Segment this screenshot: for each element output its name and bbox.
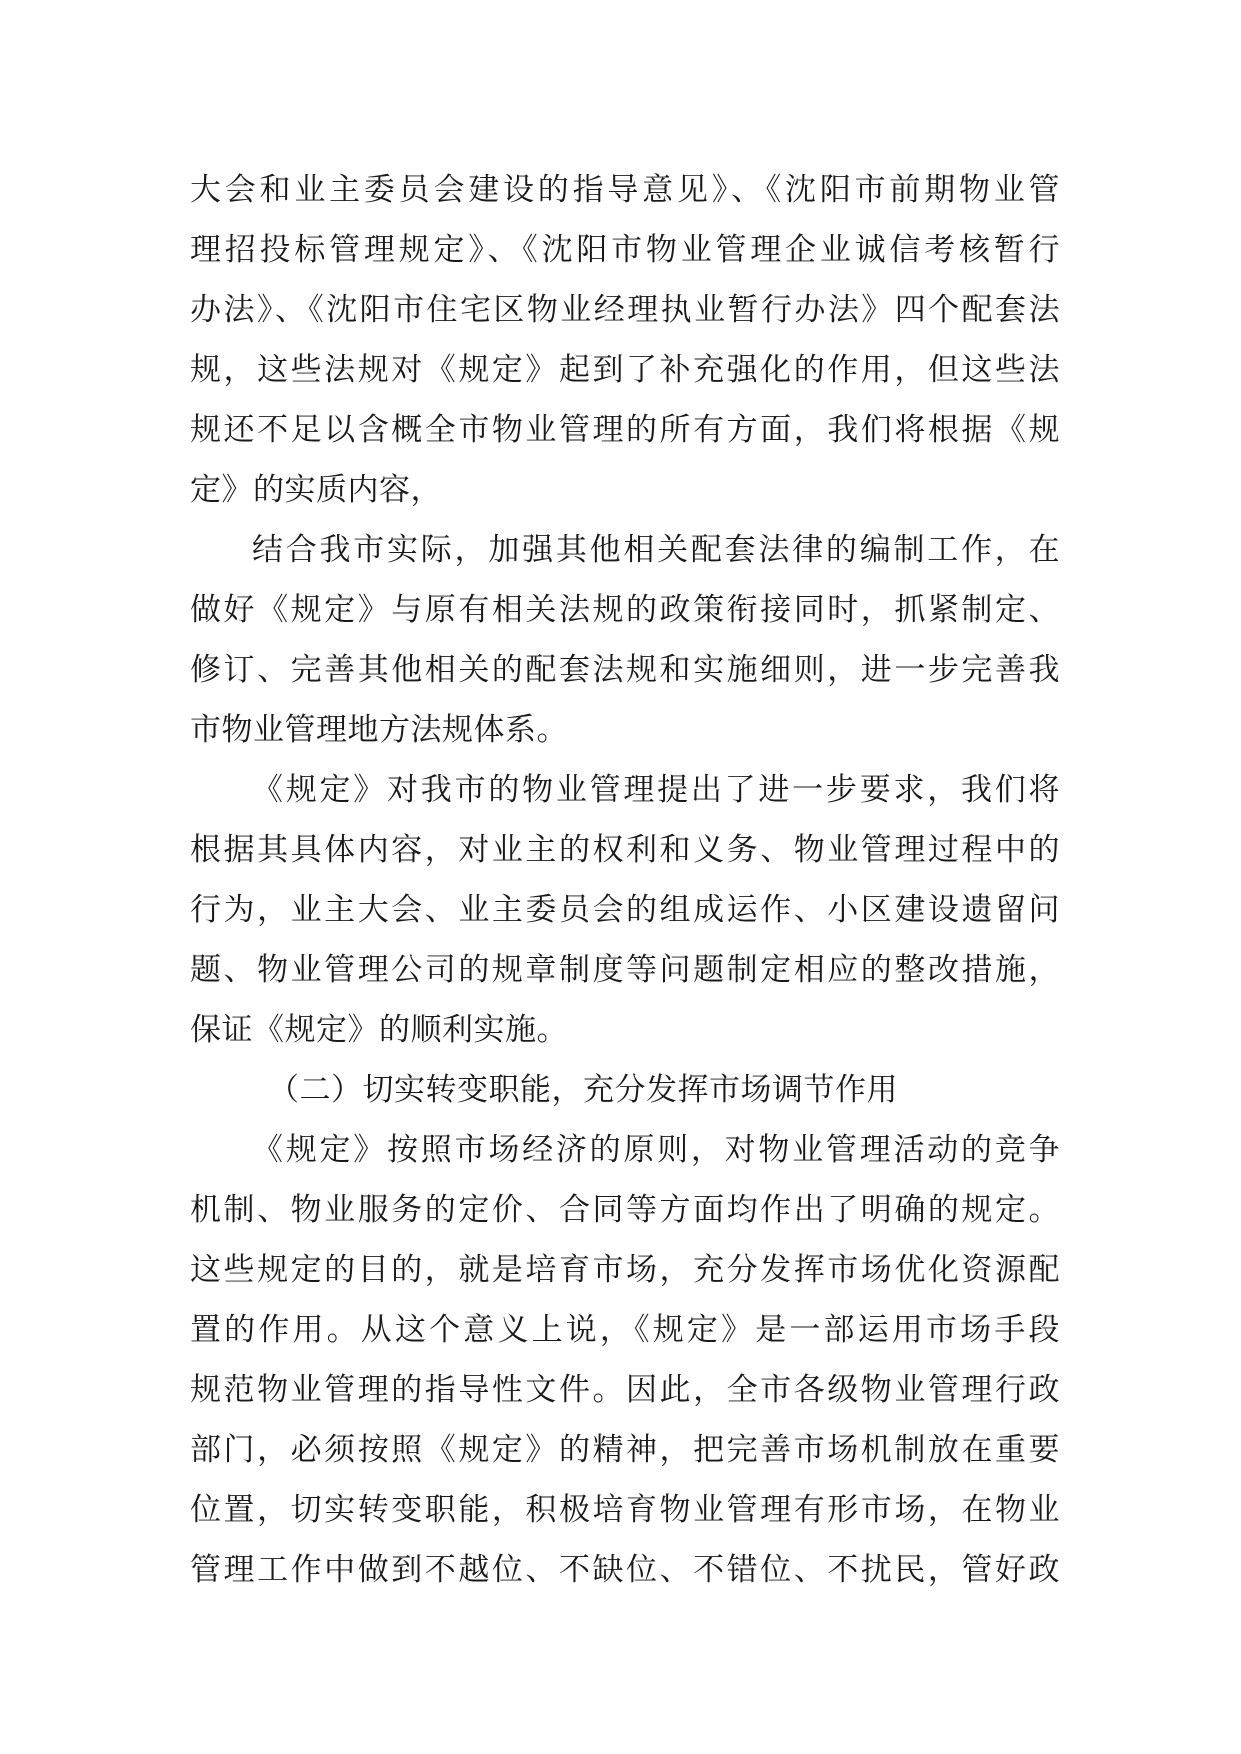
text-line: 规，这些法规对《规定》起到了补充强化的作用，但这些法 (190, 352, 1060, 388)
text-line: 规范物业管理的指导性文件。因此，全市各级物业管理行政 (190, 1372, 1060, 1408)
text-line: 题、物业管理公司的规章制度等问题制定相应的整改措施， (190, 952, 1060, 988)
paragraph (190, 520, 1060, 760)
section-heading (190, 1060, 1060, 1120)
text-line: 规还不足以含概全市物业管理的所有方面，我们将根据《规 (190, 412, 1060, 448)
text-line: 管理工作中做到不越位、不缺位、不错位、不扰民，管好政 (190, 1552, 1060, 1588)
text-line: 根据其具体内容，对业主的权利和义务、物业管理过程中的 (190, 832, 1060, 868)
heading-line: （二）切实转变职能，充分发挥市场调节作用 (268, 1072, 898, 1108)
text-line: 做好《规定》与原有相关法规的政策衔接同时，抓紧制定、 (190, 592, 1060, 628)
document-body (190, 160, 1060, 1600)
text-line: 部门，必须按照《规定》的精神，把完善市场机制放在重要 (190, 1432, 1060, 1468)
text-line: 修订、完善其他相关的配套法规和实施细则，进一步完善我 (190, 652, 1060, 688)
paragraph (190, 1120, 1060, 1600)
text-line: 置的作用。从这个意义上说，《规定》是一部运用市场手段 (190, 1312, 1060, 1348)
text-line: 定》的实质内容， (190, 472, 442, 508)
text-line: 《规定》对我市的物业管理提出了进一步要求，我们将 (252, 772, 1060, 808)
text-line: 机制、物业服务的定价、合同等方面均作出了明确的规定。 (190, 1192, 1060, 1228)
text-line: 位置，切实转变职能，积极培育物业管理有形市场，在物业 (190, 1492, 1060, 1528)
text-line: 这些规定的目的，就是培育市场，充分发挥市场优化资源配 (190, 1252, 1060, 1288)
paragraph (190, 160, 1060, 520)
text-line: 大会和业主委员会建设的指导意见》、《沈阳市前期物业管 (190, 172, 1060, 208)
text-line: 《规定》按照市场经济的原则，对物业管理活动的竞争 (252, 1132, 1060, 1168)
text-line: 办法》、《沈阳市住宅区物业经理执业暂行办法》四个配套法 (190, 292, 1060, 328)
text-line: 行为，业主大会、业主委员会的组成运作、小区建设遗留问 (190, 892, 1060, 928)
text-line: 保证《规定》的顺利实施。 (190, 1012, 568, 1048)
paragraph (190, 760, 1060, 1060)
text-line: 市物业管理地方法规体系。 (190, 712, 568, 748)
text-line: 结合我市实际，加强其他相关配套法律的编制工作，在 (252, 532, 1060, 568)
text-line: 理招投标管理规定》、《沈阳市物业管理企业诚信考核暂行 (190, 232, 1060, 268)
